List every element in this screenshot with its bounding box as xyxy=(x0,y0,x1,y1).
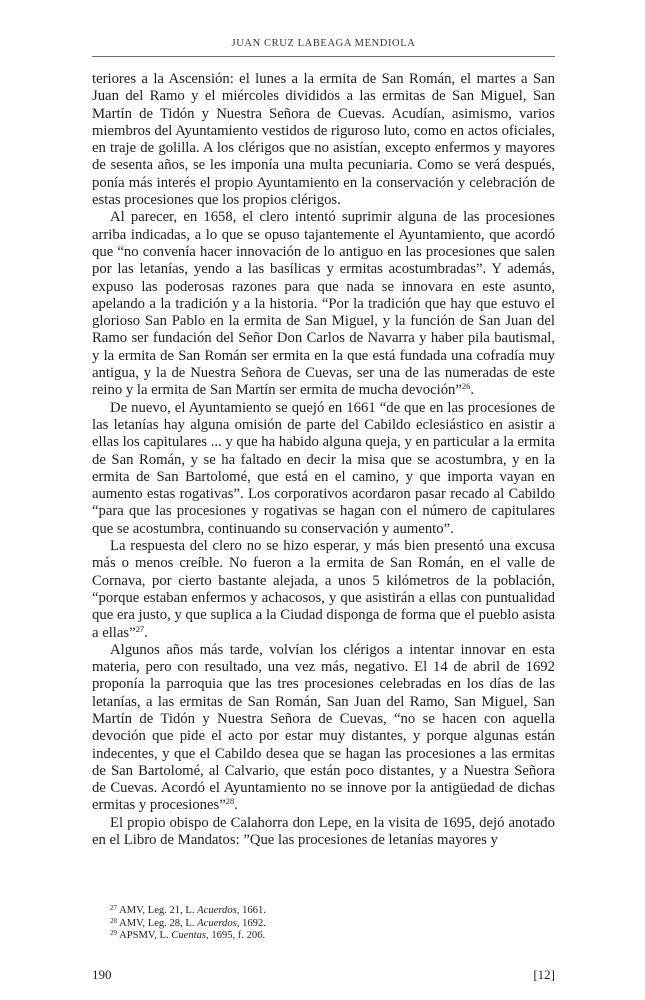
footnote-marker[interactable]: 28 xyxy=(225,796,235,807)
paragraph: Algunos años más tarde, volvían los clérigos a intentar innovar en esta materia, pero con resultado, una vez más, negativo. El 14 de abril de 1692 proponía la parroquia que las tres procesiones celebradas en los días de las letanías, a las ermitas de San Román, San Juan del Ramo, San Miguel, San Martín de Tidón y Nuestra Señora de Cuevas, “no se hacen con aquella devoción que pide el acto por estar muy distantes, y porque algunas están indecentes, y que el Cabildo desea que se hagan las procesiones a las ermitas de San Bartolomé, al Calvario, que están poco distantes, y a Nuestra Señora de Cuevas. Acordó el Ayuntamiento no se innove por la antigüedad de dichas ermitas y procesiones”$^{28}$. xyxy=(92,641,555,814)
body-text xyxy=(92,71,555,849)
paragraph: Al parecer, en 1658, el clero intentó suprimir alguna de las procesiones arriba indicadas, a lo que se opuso tajantemente el Ayuntamiento, que acordó que “no convenía hacer innovación de lo antiguo en las procesiones que salen por las letanías, yendo a las basílicas y ermitas acostumbradas”. Y además, expuso las poderosas razones para que nada se innovara en este asunto, apelando a la tradición y a la historia. “Por la tradición que hay que estuvo el glorioso San Pablo en la ermita de San Miguel, y la función de San Juan del Ramo ser fundación del Señor Don Carlos de Navarra y haber pila bautismal, y la ermita de San Román ser ermita en la que está fundada una cofradía muy antigua, y la de Nuestra Señora de Cuevas, ser una de las numeradas de este reino y la ermita de San Martín ser ermita de mucha devoción”$^{26}$. xyxy=(92,209,555,399)
header-rule xyxy=(92,56,555,57)
paragraph: La respuesta del clero no se hizo esperar, y más bien presentó una excusa más o menos creíble. No fueron a la ermita de San Román, en el valle de Cornava, por cierto bastante alejada, a unos 5 kilómetros de la población, “porque estaban enfermos y achacosos, y que asistirán a ellas con puntualidad que era justo, y que suplica a la Ciudad disponga de forma que el pueblo asista a ellas”$^{27}$. xyxy=(92,538,555,641)
running-header: JUAN CRUZ LABEAGA MENDIOLA xyxy=(231,38,416,49)
footnote: $^{28}$ AMV, Leg. 28, L. Acuerdos, 1692. xyxy=(110,916,266,929)
footnote-marker[interactable]: 27 xyxy=(135,623,145,634)
page-number: 190 xyxy=(92,967,112,982)
paragraph: De nuevo, el Ayuntamiento se quejó en 1661 “de que en las procesiones de las letanías hay alguna omisión de parte del Cabildo eclesiástico en asistir a ellas los capitulares ... y que ha habido alguna queja, y en particular a la ermita de San Román, y se ha faltado en decir la misa que se acostumbra, y en la ermita de San Bartolomé, que está en el camino, y que importa vayan en aumento estas rogativas”. Los corporativos acordaron pasar recado al Cabildo “para que las procesiones y rogativas se hagan con el número de capitulares que se acostumbra, continuando su conservación y aumento”. xyxy=(92,399,555,537)
paragraph: El propio obispo de Calahorra don Lepe, en la visita de 1695, dejó anotado en el Libro de Mandatos: ”Que las procesiones de letanías mayores y xyxy=(92,814,555,849)
footnote: $^{29}$ APSMV, L. Cuentas, 1695, f. 206. xyxy=(110,929,266,941)
paragraph: teriores a la Ascensión: el lunes a la ermita de San Román, el martes a San Juan del Ramo y el miércoles divididos a las ermitas de San Miguel, San Martín de Tidón y Nuestra Señora de Cuevas. Acudían, asimismo, varios miembros del Ayuntamiento vestidos de riguroso luto, como en actos oficiales, en traje de golilla. A los clérigos que no asistían, excepto enfermos y mayores de sesenta años, se les imponía una multa pecuniaria. Como se verá después, ponía más interés el propio Ayuntamiento en la conservación y celebración de estas procesiones que los propios clérigos. xyxy=(92,71,555,209)
footnotes xyxy=(92,905,555,943)
footnote: $^{27}$ AMV, Leg. 21, L. Acuerdos, 1661. xyxy=(110,904,266,916)
page-reference: [12] xyxy=(533,967,555,982)
footnote-marker[interactable]: 26 xyxy=(461,381,471,392)
